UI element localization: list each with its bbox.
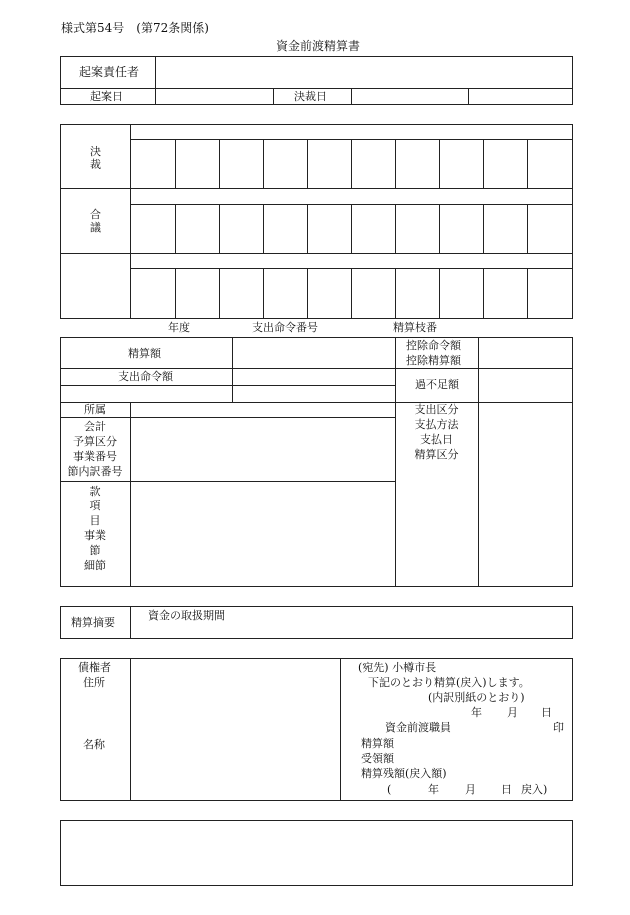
divider bbox=[60, 188, 573, 189]
stamp-cell-divider bbox=[439, 268, 440, 319]
project-number-label: 事業番号 bbox=[73, 450, 117, 463]
stamp-cell-divider bbox=[263, 204, 264, 253]
stamp-cell-divider bbox=[439, 139, 440, 188]
divider bbox=[340, 658, 341, 801]
stamp-cell-divider bbox=[219, 268, 220, 319]
settlement-division-label: 精算区分 bbox=[414, 448, 459, 461]
stamp-cell-divider bbox=[307, 139, 308, 188]
year-label: 年度 bbox=[168, 321, 190, 334]
expense-division-label: 支出区分 bbox=[414, 403, 459, 416]
page-title: 資金前渡精算書 bbox=[276, 39, 361, 53]
divider bbox=[273, 88, 274, 105]
date-year: 年 bbox=[471, 706, 482, 719]
divider bbox=[60, 253, 573, 254]
divider bbox=[130, 606, 131, 639]
date-day: 日 bbox=[541, 706, 552, 719]
divider bbox=[60, 402, 573, 403]
name-label: 名称 bbox=[83, 738, 105, 751]
stamp-cell-divider bbox=[395, 268, 396, 319]
summary-table bbox=[60, 606, 573, 639]
jigyo-label: 事業 bbox=[84, 529, 106, 542]
saisetsu-label: 細節 bbox=[84, 559, 106, 572]
stamp-cell-divider bbox=[439, 204, 440, 253]
divider bbox=[60, 368, 573, 369]
return-year: 年 bbox=[428, 783, 439, 796]
return-open-paren: ( bbox=[387, 783, 392, 796]
seal-mark: 印 bbox=[553, 721, 564, 734]
addressee: (宛先) 小樽市長 bbox=[358, 661, 437, 674]
dept-label: 所属 bbox=[84, 403, 106, 416]
divider bbox=[60, 417, 395, 418]
divider bbox=[130, 402, 131, 587]
kou-label: 項 bbox=[89, 499, 101, 512]
stamp-cell-divider bbox=[219, 204, 220, 253]
stamp-cell-divider bbox=[175, 139, 176, 188]
consult-label-1: 合 bbox=[90, 208, 101, 221]
summary-text: 資金の取扱期間 bbox=[148, 609, 225, 622]
stamp-cell-divider bbox=[263, 268, 264, 319]
settlement-amount-label: 精算額 bbox=[128, 347, 161, 360]
divider bbox=[130, 658, 131, 801]
form-number: 様式第54号 (第72条関係) bbox=[61, 21, 209, 35]
divider bbox=[130, 124, 131, 319]
summary-label: 精算摘要 bbox=[71, 616, 115, 629]
divider bbox=[232, 337, 233, 402]
received-amount-label: 受領額 bbox=[361, 752, 394, 765]
stamp-cell-divider bbox=[527, 204, 528, 253]
deduct-settle-label: 控除精算額 bbox=[406, 354, 461, 367]
deduct-order-label: 控除命令額 bbox=[406, 339, 461, 352]
stamp-cell-divider bbox=[175, 268, 176, 319]
divider bbox=[395, 337, 396, 587]
remarks-box bbox=[60, 820, 573, 886]
stamp-cell-divider bbox=[351, 204, 352, 253]
staff-label: 資金前渡職員 bbox=[385, 721, 451, 734]
draft-date-label: 起案日 bbox=[90, 90, 123, 103]
stamp-cell-divider bbox=[219, 139, 220, 188]
drafter-field[interactable] bbox=[156, 57, 572, 87]
return-close: 戻入) bbox=[521, 783, 548, 796]
stamp-cell-divider bbox=[263, 139, 264, 188]
stamp-cell-divider bbox=[483, 204, 484, 253]
divider bbox=[60, 385, 395, 386]
section-detail-label: 節内訳番号 bbox=[67, 465, 123, 478]
decision-label-2: 裁 bbox=[90, 158, 101, 171]
stamp-cell-divider bbox=[527, 268, 528, 319]
order-amount-label: 支出命令額 bbox=[118, 370, 173, 383]
return-month: 月 bbox=[465, 783, 476, 796]
drafter-label: 起案責任者 bbox=[79, 65, 140, 79]
settle-amount-label: 精算額 bbox=[361, 737, 394, 750]
stamp-cell-divider bbox=[483, 268, 484, 319]
setsu-label: 節 bbox=[89, 544, 101, 557]
payment-method-label: 支払方法 bbox=[414, 418, 459, 431]
creditor-label: 債権者 bbox=[78, 661, 111, 674]
stamp-cell-divider bbox=[175, 204, 176, 253]
excess-shortage-label: 過不足額 bbox=[415, 378, 459, 391]
decision-date-label: 決裁日 bbox=[294, 90, 327, 103]
consult-label-2: 議 bbox=[90, 221, 101, 234]
approval-table bbox=[60, 124, 573, 319]
balance-label: 精算残額(戻入額) bbox=[361, 767, 447, 780]
decision-label-1: 決 bbox=[90, 145, 101, 158]
stamp-cell-divider bbox=[351, 268, 352, 319]
order-number-label: 支出命令番号 bbox=[252, 321, 318, 334]
moku-label: 目 bbox=[89, 514, 101, 527]
detail-note: (内訳別紙のとおり) bbox=[428, 691, 525, 704]
stamp-cell-divider bbox=[351, 139, 352, 188]
payment-date-label: 支払日 bbox=[420, 433, 453, 446]
stamp-cell-divider bbox=[395, 139, 396, 188]
stamp-cell-divider bbox=[395, 204, 396, 253]
return-day: 日 bbox=[501, 783, 512, 796]
budget-division-label: 予算区分 bbox=[73, 435, 117, 448]
divider bbox=[60, 88, 573, 89]
statement-text: 下記のとおり精算(戻入)します。 bbox=[368, 676, 530, 689]
kan-label: 款 bbox=[89, 485, 101, 498]
divider bbox=[478, 337, 479, 587]
stamp-cell-divider bbox=[483, 139, 484, 188]
address-label: 住所 bbox=[83, 676, 105, 689]
account-label: 会計 bbox=[84, 420, 106, 433]
divider bbox=[468, 88, 469, 105]
branch-number-label: 精算枝番 bbox=[393, 321, 437, 334]
divider bbox=[60, 481, 395, 482]
divider bbox=[351, 88, 352, 105]
stamp-cell-divider bbox=[307, 204, 308, 253]
date-month: 月 bbox=[507, 706, 518, 719]
stamp-cell-divider bbox=[307, 268, 308, 319]
stamp-cell-divider bbox=[527, 139, 528, 188]
